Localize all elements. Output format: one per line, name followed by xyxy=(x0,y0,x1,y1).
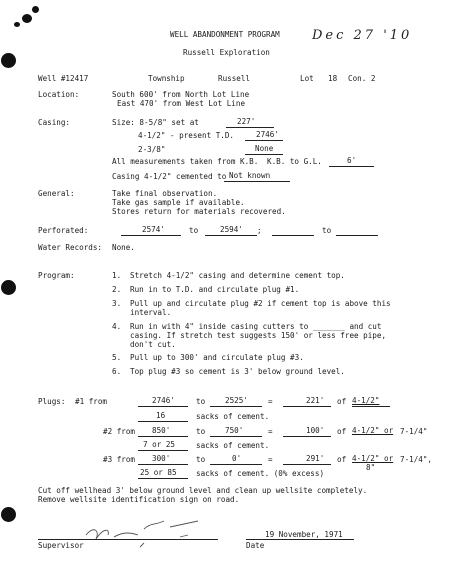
program-step-line: Top plug #3 so cement is 3' below ground level. xyxy=(130,367,345,376)
plug2-from: 850' xyxy=(152,426,171,435)
plug2-to-label: to xyxy=(196,427,206,436)
plug1-equals: = xyxy=(268,397,273,406)
plug3-to-label: to xyxy=(196,455,206,464)
perforated-from: 2574' xyxy=(142,225,165,234)
document-title: WELL ABANDONMENT PROGRAM xyxy=(170,30,280,39)
program-step-number: 4. xyxy=(112,322,122,331)
plug3-from-underline xyxy=(138,464,188,465)
perforated-from-underline xyxy=(121,235,181,236)
plug3-sacks: 25 or 85 xyxy=(140,468,177,477)
program-step-number: 3. xyxy=(112,299,122,308)
plug1-of-label: of xyxy=(337,397,347,406)
casing-size-text: Size: 8-5/8" set at xyxy=(112,118,199,127)
plug1-length-underline xyxy=(283,406,331,407)
plug2-casing-alt: 7-1/4" xyxy=(400,427,428,436)
closing-line2: Remove wellsite identification sign on road. xyxy=(38,495,240,504)
general-line2: Take gas sample if available. xyxy=(112,198,245,207)
program-step-number: 6. xyxy=(112,367,122,376)
supervisor-line xyxy=(38,539,218,540)
plug1-casing: 4-1/2" xyxy=(352,396,380,405)
lot-value: 18 xyxy=(328,74,338,83)
location-line1: South 600' from North Lot Line xyxy=(112,90,250,99)
plugs-label: Plugs: xyxy=(38,397,66,406)
program-step-line: Run in to T.D. and circulate plug #1. xyxy=(130,285,300,294)
program-step-line: Pull up and circulate plug #2 if cement top is above this xyxy=(130,299,391,308)
supervisor-label: Supervisor xyxy=(38,541,84,550)
location-label: Location: xyxy=(38,90,80,99)
township-label: Township xyxy=(148,74,185,83)
cemented-value: Not known xyxy=(229,171,271,180)
program-step-line: Stretch 4-1/2" casing and determine cement top. xyxy=(130,271,345,280)
plug2-to: 750' xyxy=(225,426,244,435)
program-step-line: don't cut. xyxy=(130,340,176,349)
plug1-casing-underline xyxy=(352,406,390,407)
ink-blot xyxy=(32,6,39,13)
program-step-line: casing. If stretch test suggests 150' or less free pipe, xyxy=(130,331,387,340)
casing-small-text: 2-3/8" xyxy=(138,145,166,154)
plug3-length: 291' xyxy=(306,454,325,463)
plug3-equals: = xyxy=(268,455,273,464)
kb-gl-underline xyxy=(329,166,374,167)
casing-td-underline xyxy=(245,140,283,141)
plug3-id: #3 from xyxy=(103,455,136,464)
plug1-to-label: to xyxy=(196,397,206,406)
plug1-from-underline xyxy=(138,406,188,407)
perforated-to-label2: to xyxy=(322,226,332,235)
plug3-casing-alt: 7-1/4", xyxy=(400,455,433,464)
water-records-value: None. xyxy=(112,243,135,252)
well-number: Well #12417 xyxy=(38,74,89,83)
cemented-text: Casing 4-1/2" cemented to xyxy=(112,172,227,181)
plug1-length: 221' xyxy=(306,396,325,405)
company-name: Russell Exploration xyxy=(183,48,270,57)
general-line1: Take final observation. xyxy=(112,189,218,198)
date-label: Date xyxy=(246,541,265,550)
plug2-from-underline xyxy=(138,436,188,437)
general-line3: Stores return for materials recovered. xyxy=(112,207,286,216)
casing-size-value: 227' xyxy=(237,117,256,126)
casing-small-value: None xyxy=(255,144,274,153)
plug3-to: 0' xyxy=(232,454,242,463)
water-records-label: Water Records: xyxy=(38,243,103,252)
perforated-label: Perforated: xyxy=(38,226,89,235)
township-value: Russell xyxy=(218,74,251,83)
plug2-length-underline xyxy=(283,436,331,437)
perforated-blank2 xyxy=(336,235,378,236)
casing-size-underline xyxy=(226,127,274,128)
casing-td-text: 4-1/2" - present T.D. xyxy=(138,131,235,140)
program-step-line: Run in with 4" inside casing cutters to _______ and cut xyxy=(130,322,382,331)
lot-label: Lot xyxy=(300,74,314,83)
plug2-id: #2 from xyxy=(103,427,136,436)
plug1-sacks: 16 xyxy=(156,411,166,420)
general-label: General: xyxy=(38,189,75,198)
perforated-blank1 xyxy=(272,235,314,236)
binder-hole-middle xyxy=(1,280,16,295)
casing-td-value: 2746' xyxy=(256,130,279,139)
date-line xyxy=(246,539,354,540)
plug1-to: 2525' xyxy=(225,396,248,405)
program-step-line: interval. xyxy=(130,308,172,317)
plug1-id: #1 from xyxy=(75,397,108,406)
plug3-sacks-label: sacks of cement. (0% excess) xyxy=(196,469,325,478)
binder-hole-bottom xyxy=(1,507,16,522)
supervisor-signature xyxy=(80,513,210,553)
plug3-casing-sub: 8" xyxy=(366,463,376,472)
program-step-number: 1. xyxy=(112,271,122,280)
plug2-equals: = xyxy=(268,427,273,436)
plug2-casing: 4-1/2" or xyxy=(352,426,394,435)
ink-blot xyxy=(14,22,20,27)
plug3-from: 300' xyxy=(152,454,171,463)
perforated-to-label: to xyxy=(189,226,199,235)
plug3-of-label: of xyxy=(337,455,347,464)
plug2-sacks-label: sacks of cement. xyxy=(196,441,270,450)
location-line2: East 470' from West Lot Line xyxy=(117,99,246,108)
perforated-separator: ; xyxy=(257,226,262,235)
program-step-number: 2. xyxy=(112,285,122,294)
binder-hole-top xyxy=(1,53,16,68)
plug1-sacks-underline xyxy=(138,421,188,422)
plug2-sacks: 7 or 25 xyxy=(143,440,176,449)
plug2-sacks-underline xyxy=(138,450,188,451)
plug3-length-underline xyxy=(283,464,331,465)
plug1-to-underline xyxy=(210,406,262,407)
kb-gl-value: 6' xyxy=(347,156,357,165)
perforated-to-underline xyxy=(205,235,257,236)
program-step-line: Pull up to 300' and circulate plug #3. xyxy=(130,353,304,362)
program-step-number: 5. xyxy=(112,353,122,362)
plug1-sacks-label: sacks of cement. xyxy=(196,412,270,421)
plug2-to-underline xyxy=(210,436,262,437)
handwritten-date: Dec 27 '10 xyxy=(312,28,413,43)
plug2-of-label: of xyxy=(337,427,347,436)
casing-label: Casing: xyxy=(38,118,71,127)
measurement-note: All measurements taken from K.B. xyxy=(112,157,259,166)
signature-date-value: 19 November, 1971 xyxy=(265,530,343,539)
ink-blot xyxy=(22,14,32,23)
plug3-to-underline xyxy=(210,464,262,465)
cemented-underline xyxy=(224,181,290,182)
kb-gl-label: K.B. to G.L. xyxy=(267,157,322,166)
program-label: Program: xyxy=(38,271,75,280)
plug2-length: 100' xyxy=(306,426,325,435)
plug3-sacks-underline xyxy=(138,478,188,479)
concession-value: Con. 2 xyxy=(348,74,376,83)
perforated-to: 2594' xyxy=(220,225,243,234)
plug1-from: 2746' xyxy=(152,396,175,405)
closing-line1: Cut off wellhead 3' below ground level and clean up wellsite completely. xyxy=(38,486,368,495)
casing-small-underline xyxy=(245,154,283,155)
plug3-casing: 4-1/2" or xyxy=(352,454,394,463)
